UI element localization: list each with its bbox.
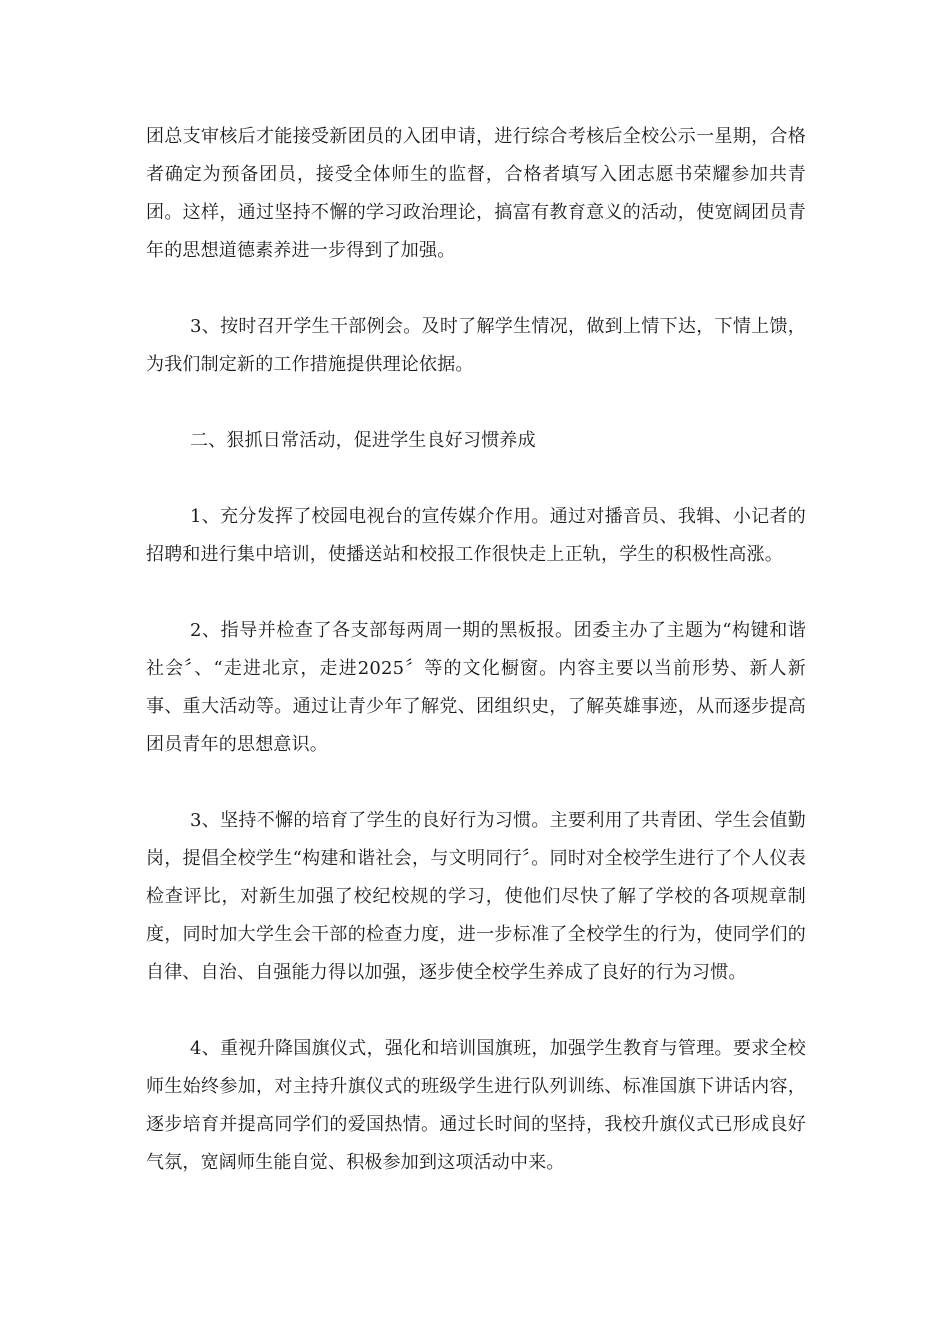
paragraph-item-3-meetings: 3、按时召开学生干部例会。及时了解学生情况，做到上情下达，下情上馈，为我们制定新的工作措施提供理论依据。 <box>146 316 806 375</box>
paragraph-continued: 团总支审核后才能接受新团员的入团申请，进行综合考核后全校公示一星期，合格者确定为预备团员，接受全体师生的监督，合格者填写入团志愿书荣耀参加共青团。这样，通过坚持不懈的学习政治理论，搞富有教育意义的活动，使宽阔团员青年的思想道德素养进一步得到了加强。 <box>146 126 806 261</box>
section-heading-daily-activities: 二、狠抓日常活动，促进学生良好习惯养成 <box>190 430 536 451</box>
paragraph-item-4-flag-ceremony: 4、重视升降国旗仪式，强化和培训国旗班，加强学生教育与管理。要求全校师生始终参加，对主持升旗仪式的班级学生进行队列训练、标准国旗下讲话内容，逐步培育并提高同学们的爱国热情。通过长时间的坚持，我校升旗仪式已形成良好气氛，宽阔师生能自觉、积极参加到这项活动中来。 <box>146 1038 806 1173</box>
paragraph-item-3-habits: 3、坚持不懈的培育了学生的良好行为习惯。主要利用了共青团、学生会值勤岗，提倡全校学生“构建和谐社会，与文明同行〞。同时对全校学生进行了个人仪表检查评比，对新生加强了校纪校规的学习，使他们尽快了解了学校的各项规章制度，同时加大学生会干部的检查力度，进一步标准了全校学生的行为，使同学们的自律、自治、自强能力得以加强，逐步使全校学生养成了良好的行为习惯。 <box>146 810 806 983</box>
paragraph-item-2-blackboard: 2、指导并检查了各支部每两周一期的黑板报。团委主办了主题为“构键和谐社会〞、“走进北京，走进2025〞等的文化橱窗。内容主要以当前形势、新人新事、重大活动等。通过让青少年了解党、团组织史，了解英雄事迹，从而逐步提高团员青年的思想意识。 <box>146 620 806 755</box>
document-body <box>146 118 806 1182</box>
paragraph-item-1-tv-station: 1、充分发挥了校园电视台的宣传媒介作用。通过对播音员、我辑、小记者的招聘和进行集中培训，使播送站和校报工作很快走上正轨，学生的积极性高涨。 <box>146 506 806 565</box>
